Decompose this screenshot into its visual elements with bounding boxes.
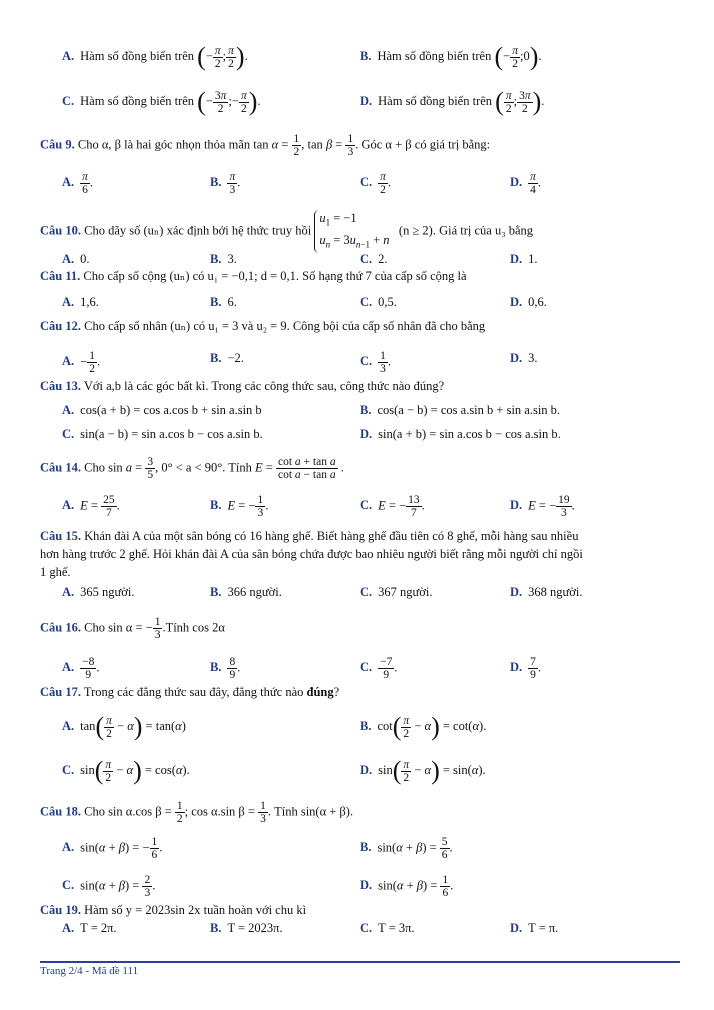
q17-option-a: A. tan( $\frac{\pi}{2}$ − α) = tan(α) xyxy=(62,712,186,741)
q18-stem: Câu 18. Cho sin α.cos β = $\frac{1}{2}$ ; cos α.sin β = $\frac{1}{3}$ . Tính sin(α + β). xyxy=(40,800,354,825)
q16-option-d: D. $\frac{7}{9}$ . xyxy=(510,656,542,681)
q11-stem: Câu 11. Cho cấp số cộng (uₙ) có u₁ = −0,1; d = 0,1. Số hạng thứ 7 của cấp số cộng là xyxy=(40,269,467,283)
q14-option-b: B. E = − $\frac{1}{3}$ . xyxy=(210,494,269,519)
q17-option-b: B. cot( $\frac{\pi}{2}$ − α) = cot(α). xyxy=(360,712,487,741)
q13-stem: Câu 13. Với a,b là các góc bất kì. Trong các công thức sau, công thức nào đúng? xyxy=(40,379,445,393)
q19-option-a: A. T = 2π. xyxy=(62,921,117,935)
q19-option-c: C. T = 3π. xyxy=(360,921,415,935)
footer-divider xyxy=(40,961,680,963)
q12-option-a: A. − $\frac{1}{2}$ . xyxy=(62,350,101,375)
q9-option-a: A. $\frac{\pi}{6}$ . xyxy=(62,171,94,196)
q12-option-c: C. $\frac{1}{3}$ . xyxy=(360,350,392,375)
q9-option-d: D. $\frac{\pi}{4}$ . xyxy=(510,171,542,196)
q8-option-a: A. Hàm số đồng biến trên (− $\frac{\pi}{2}$ ; $\frac{\pi}{2}$ ). xyxy=(62,42,248,71)
q18-option-d: D. sin(α + β) = $\frac{1}{6}$ . xyxy=(360,874,454,899)
q13-option-d: D. sin(a + b) = sin a.cos b − cos a.sin b. xyxy=(360,427,561,441)
q16-option-a: A. $\frac{-8}{9}$ . xyxy=(62,656,100,681)
q15-line-2: hơn hàng trước 2 ghế. Hỏi khán đài A của sân bóng chứa được bao nhiêu người biết rằng mỗi người chỉ ngồi xyxy=(40,547,583,561)
q15-option-c: C. 367 người. xyxy=(360,585,433,599)
page-footer: Trang 2/4 - Mã đề 111 xyxy=(40,965,139,977)
q14-option-a: A. E = $\frac{25}{7}$ . xyxy=(62,494,120,519)
q18-option-a: A. sin(α + β) = − $\frac{1}{6}$ . xyxy=(62,836,163,861)
q16-option-c: C. $\frac{-7}{9}$ . xyxy=(360,656,398,681)
q10-option-c: C. 2. xyxy=(360,252,388,266)
q17-option-d: D. sin( $\frac{\pi}{2}$ − α) = sin(α). xyxy=(360,756,486,785)
q9-stem: Câu 9. Cho α, β là hai góc nhọn thỏa mãn tan α = $\frac{1}{2}$ , tan β = $\frac{1}{3}$ . Góc α + β có giá trị bằng: xyxy=(40,133,491,158)
q10-option-d: D. 1. xyxy=(510,252,538,266)
q10-option-a: A. 0. xyxy=(62,252,90,266)
q12-option-d: D. 3. xyxy=(510,351,538,365)
q15-option-a: A. 365 người. xyxy=(62,585,135,599)
q9-option-b: B. $\frac{\pi}{3}$ . xyxy=(210,171,241,196)
q14-option-c: C. E = − $\frac{13}{7}$ . xyxy=(360,494,425,519)
q17-option-c: C. sin( $\frac{\pi}{2}$ − α) = cos(α). xyxy=(62,756,190,785)
q12-option-b: B. −2. xyxy=(210,351,244,365)
q8-option-d: D. Hàm số đồng biến trên ( $\frac{\pi}{2}$ ; $\frac{3\pi}{2}$ ). xyxy=(360,87,545,116)
q11-option-b: B. 6. xyxy=(210,295,237,309)
q12-stem: Câu 12. Cho cấp số nhân (uₙ) có u₁ = 3 và u₂ = 9. Công bội của cấp số nhân đã cho bằng xyxy=(40,319,486,333)
q16-option-b: B. $\frac{8}{9}$ . xyxy=(210,656,241,681)
q13-option-b: B. cos(a − b) = cos a.sin b + sin a.sin b. xyxy=(360,403,561,417)
q9-option-c: C. $\frac{\pi}{2}$ . xyxy=(360,171,392,196)
q15-line-3: 1 ghế. xyxy=(40,565,71,579)
q15-option-d: D. 368 người. xyxy=(510,585,583,599)
q8-option-b: B. Hàm số đồng biến trên (− $\frac{\pi}{2}$ ;0). xyxy=(360,42,542,71)
q11-option-d: D. 0,6. xyxy=(510,295,547,309)
q18-option-b: B. sin(α + β) = $\frac{5}{6}$ . xyxy=(360,836,453,861)
q16-stem: Câu 16. Cho sin α = − $\frac{1}{3}$ .Tính cos 2α xyxy=(40,616,225,641)
q11-option-c: C. 0,5. xyxy=(360,295,397,309)
q17-stem: Câu 17. Trong các đẳng thức sau đây, đẳng thức nào đúng? xyxy=(40,685,340,699)
q13-option-a: A. cos(a + b) = cos a.cos b + sin a.sin b xyxy=(62,403,262,417)
q10-option-b: B. 3. xyxy=(210,252,237,266)
q15-line-1: Câu 15. Khán đài A của một sân bóng có 16 hàng ghế. Biết hàng ghế đầu tiên có 8 ghế, mỗi hàng sau nhiều xyxy=(40,529,579,543)
q15-option-b: B. 366 người. xyxy=(210,585,282,599)
q18-option-c: C. sin(α + β) = $\frac{2}{3}$ . xyxy=(62,874,156,899)
q8-option-c: C. Hàm số đồng biến trên (− $\frac{3\pi}{2}$ ;− $\frac{\pi}{2}$ ). xyxy=(62,87,261,116)
q14-stem: Câu 14. Cho sin a = $\frac{3}{5}$ , 0° < a < 90°. Tính E = $\frac{\text{cot a + tan a}}{\text{cot a − tan a}}$ . xyxy=(40,456,344,481)
q19-option-d: D. T = π. xyxy=(510,921,559,935)
q13-option-c: C. sin(a − b) = sin a.cos b − cos a.sin b. xyxy=(62,427,263,441)
q14-option-d: D. E = − $\frac{19}{3}$ . xyxy=(510,494,575,519)
q19-stem: Câu 19. Hàm số y = 2023sin 2x tuần hoàn với chu kì xyxy=(40,903,307,917)
q10-stem: Câu 10. Cho dãy số (uₙ) xác định bởi hệ thức truy hồi $u_1 = -1$ $u_n = 3u_{n-1} + n$ (n ≥ 2). Giá trị của u₃ bằng xyxy=(40,210,533,253)
q11-option-a: A. 1,6. xyxy=(62,295,99,309)
q19-option-b: B. T = 2023π. xyxy=(210,921,283,935)
